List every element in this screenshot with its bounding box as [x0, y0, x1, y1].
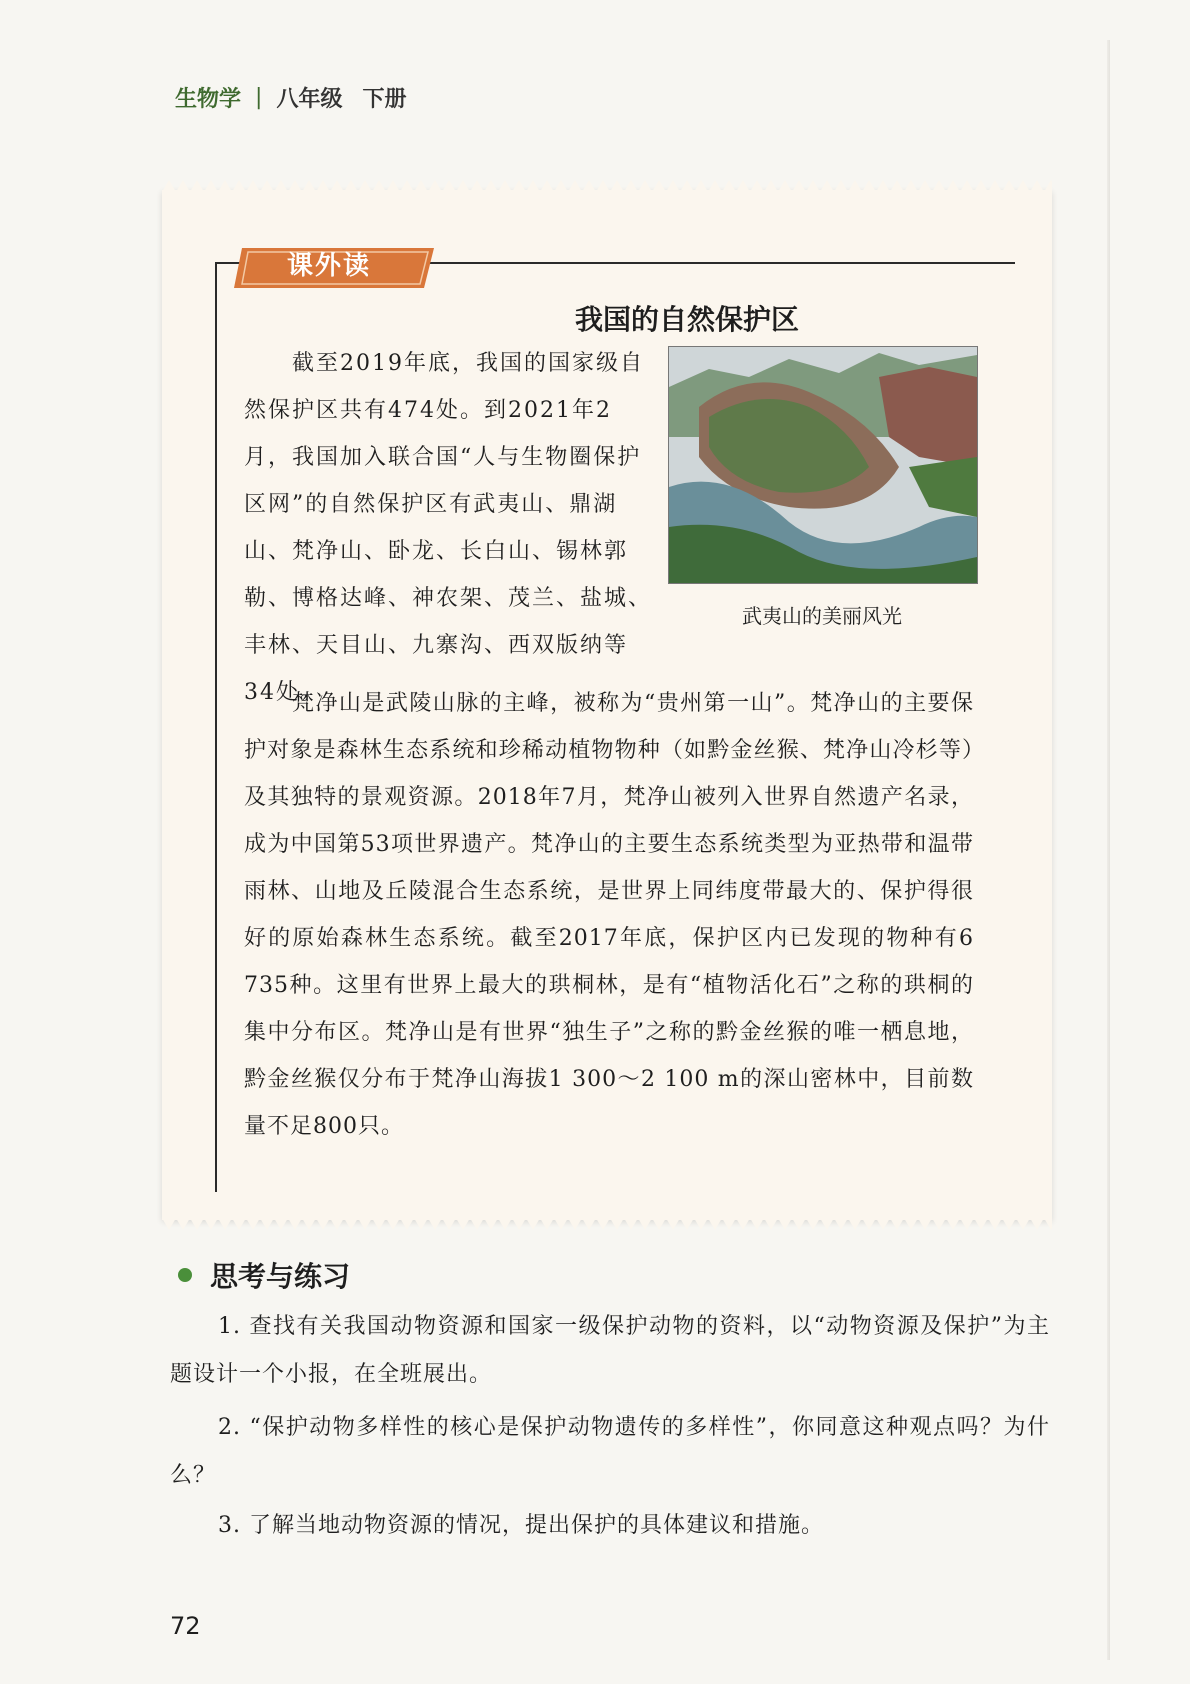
exercise-heading	[178, 1255, 350, 1295]
article-title: 我国的自然保护区	[574, 303, 799, 336]
exercise-item-1: 1. 查找有关我国动物资源和国家一级保护动物的资料，以“动物资源及保护”为主题设计一个小报，在全班展出。	[170, 1314, 1050, 1387]
reading-box	[162, 190, 1052, 1220]
header-separator: |	[255, 85, 263, 110]
photo-caption: 武夷山的美丽风光	[742, 604, 902, 628]
subject-label: 生物学	[175, 87, 242, 112]
exercise-item-3: 3. 了解当地动物资源的情况，提出保护的具体建议和措施。	[218, 1513, 824, 1538]
badge-label: 课外读	[286, 251, 371, 281]
running-header	[175, 82, 406, 113]
card-left-rule	[215, 262, 217, 1192]
volume-label: 下册	[362, 87, 407, 112]
page-edge	[1107, 40, 1110, 1660]
exercise-heading-label: 思考与练习	[210, 1260, 351, 1293]
wuyishan-photo	[668, 346, 978, 584]
page-number: 72	[170, 1612, 201, 1640]
zigzag-top-edge	[162, 178, 1052, 192]
bullet-dot-icon	[178, 1268, 192, 1282]
exercise-item-2: 2. “保护动物多样性的核心是保护动物遗传的多样性”，你同意这种观点吗？为什么？	[170, 1415, 1050, 1488]
paragraph-1: 截至2019年底，我国的国家级自然保护区共有474处。到2021年2月，我国加入联合国“人与生物圈保护区网”的自然保护区有武夷山、鼎湖山、梵净山、卧龙、长白山、锡林郭勒、博格达峰、神农架、茂兰、盐城、丰林、天目山、九寨沟、西双版纳等34处。	[244, 351, 653, 705]
reading-badge	[234, 244, 456, 294]
zigzag-bottom-edge	[162, 1218, 1052, 1232]
grade-label: 八年级	[276, 87, 343, 112]
paragraph-2: 梵净山是武陵山脉的主峰，被称为“贵州第一山”。梵净山的主要保护对象是森林生态系统和珍稀动植物物种（如黔金丝猴、梵净山冷杉等）及其独特的景观资源。2018年7月，梵净山被列入世界自然遗产名录，成为中国第53项世界遗产。梵净山的主要生态系统类型为亚热带和温带雨林、山地及丘陵混合生态系统，是世界上同纬度带最大的、保护得很好的原始森林生态系统。截至2017年底，保护区内已发现的物种有6 735种。这里有世界上最大的珙桐林，是有“植物活化石”之称的珙桐的集中分布区。梵净山是有世界“独生子”之称的黔金丝猴的唯一栖息地，黔金丝猴仅分布于梵净山海拔1 300～2 100 m的深山密林中，目前数量不足800只。	[244, 691, 974, 1139]
